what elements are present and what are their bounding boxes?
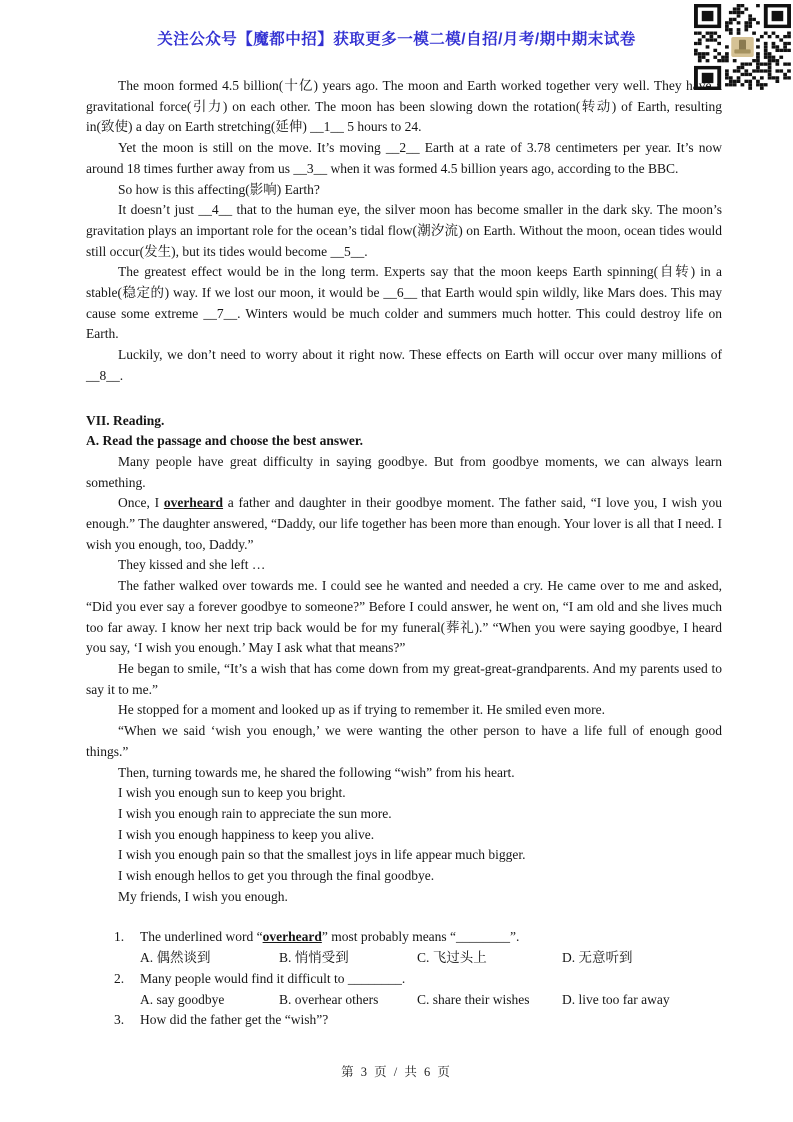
- wish-line-1: I wish you enough sun to keep you bright.: [118, 785, 346, 801]
- option-a: A. say goodbye: [140, 991, 225, 1007]
- question-3: [86, 1010, 722, 1031]
- option-d: D. 无意听到: [562, 950, 633, 966]
- reading-paragraph-6: He stopped for a moment and looked up as if trying to remember it. He smiled even more.: [118, 702, 605, 718]
- question-2-options: [86, 990, 722, 1011]
- wish-line-4: I wish you enough pain so that the smallest joys in life appear much bigger.: [118, 847, 526, 863]
- underlined-word-overheard: overheard: [163, 495, 224, 511]
- cloze-paragraph-5: The greatest effect would be in the long term. Experts say that the moon keeps Earth spinning(自转) in a stable(稳定的) way. If we lost our moon, it would be __6__ that Earth would spin wildly, like Mars does. This may cause some extreme __7__. Winters would be much colder and summers much hotter. This could destroy life on Earth.: [86, 264, 722, 342]
- wish-line-5: I wish enough hellos to get you through the final goodbye.: [118, 868, 435, 884]
- question-3-stem: How did the father get the “wish”?: [140, 1012, 329, 1028]
- part-a-instruction: A. Read the passage and choose the best answer.: [86, 433, 364, 449]
- reading-paragraph-2: [86, 493, 722, 555]
- option-c: C. 飞过头上: [417, 950, 487, 966]
- option-a: A. 偶然谈到: [140, 950, 211, 966]
- cloze-paragraph-2: Yet the moon is still on the move. It’s moving __2__ Earth at a rate of 3.78 centimeters per year. It’s now around 18 times further away from us __3__ when it was formed 4.5 billion years ago, according to the BBC.: [86, 140, 722, 176]
- question-list: [86, 927, 722, 1031]
- paragraph-text: a father and daughter in their goodbye moment. The father said, “I love you, I wish you enough.” The daughter answered, “Daddy, our life together has been more than enough. Your lover is all that I need. I wish you enough, too, Daddy.”: [86, 495, 722, 552]
- question-1-number: 1.: [114, 929, 125, 945]
- wish-line-6: My friends, I wish you enough.: [118, 888, 288, 904]
- reading-paragraph-1: Many people have great difficulty in saying goodbye. But from goodbye moments, we can always learn something.: [86, 453, 722, 490]
- option-b: B. 悄悄受到: [279, 950, 349, 966]
- reading-paragraph-8: Then, turning towards me, he shared the following “wish” from his heart.: [118, 764, 515, 780]
- option-d: D. live too far away: [562, 991, 670, 1007]
- reading-paragraph-3: They kissed and she left …: [118, 557, 266, 573]
- reading-paragraph-5: He began to smile, “It’s a wish that has come down from my great-great-grandparents. And my parents used to say it to me.”: [86, 660, 722, 697]
- cloze-paragraph-1: The moon formed 4.5 billion(十亿) years ago. The moon and Earth worked together very well. They have a gravitational force(引力) on each other. The moon has been slowing down the rotation(转动) of Earth, resulting in(致使) a day on Earth stretching(延伸) __1__ 5 hours to 24.: [86, 78, 722, 135]
- stem-text: The underlined word “: [140, 929, 263, 945]
- reading-paragraph-7: “When we said ‘wish you enough,’ we were wanting the other person to have a life full of enough good things.”: [86, 723, 722, 759]
- question-2-number: 2.: [114, 970, 125, 986]
- question-3-number: 3.: [114, 1012, 125, 1028]
- question-1: [86, 927, 722, 948]
- question-1-stem: [140, 927, 722, 948]
- cloze-paragraph-4: It doesn’t just __4__ that to the human eye, the silver moon has become smaller in the dark sky. The moon’s gravitation plays an important role for the ocean’s tidal flow(潮汐流) on Earth. Without the moon, ocean tides would still occur(发生), but its tides would become __5__.: [86, 202, 722, 259]
- question-2-stem: Many people would find it difficult to ________.: [140, 970, 406, 986]
- section-title-reading: VII. Reading.: [86, 412, 165, 428]
- wish-line-2: I wish you enough rain to appreciate the sun more.: [118, 805, 392, 821]
- cloze-paragraph-3: So how is this affecting(影响) Earth?: [118, 181, 320, 197]
- question-1-options: [86, 948, 722, 969]
- reading-paragraph-4: The father walked over towards me. I could see he wanted and needed a cry. He came over to me and asked, “Did you ever say a forever goodbye to someone?” Before I could answer, he went on, “I am old and she lives much too far away. I know her next trip back would be for my funeral(葬礼).” “When you were saying goodbye, I heard you say, ‘I wish you enough.’ May I ask what that means?”: [86, 578, 722, 656]
- stem-word-overheard: overheard: [262, 929, 322, 945]
- cloze-paragraph-6: Luckily, we don’t need to worry about it right now. These effects on Earth will occur over many millions of __8__.: [86, 347, 722, 383]
- stem-text: ” most probably means “________”.: [321, 929, 520, 945]
- page-number-footer: 第 3 页 / 共 6 页: [341, 1065, 452, 1079]
- paragraph-text: Once, I: [118, 495, 164, 511]
- header-promo-text: 关注公众号【魔都中招】获取更多一模二模/自招/月考/期中期末试卷: [157, 31, 636, 48]
- page-content: [86, 76, 722, 1031]
- option-c: C. share their wishes: [417, 991, 530, 1007]
- question-2: [86, 969, 722, 990]
- option-b: B. overhear others: [279, 991, 379, 1007]
- wish-line-3: I wish you enough happiness to keep you alive.: [118, 826, 375, 842]
